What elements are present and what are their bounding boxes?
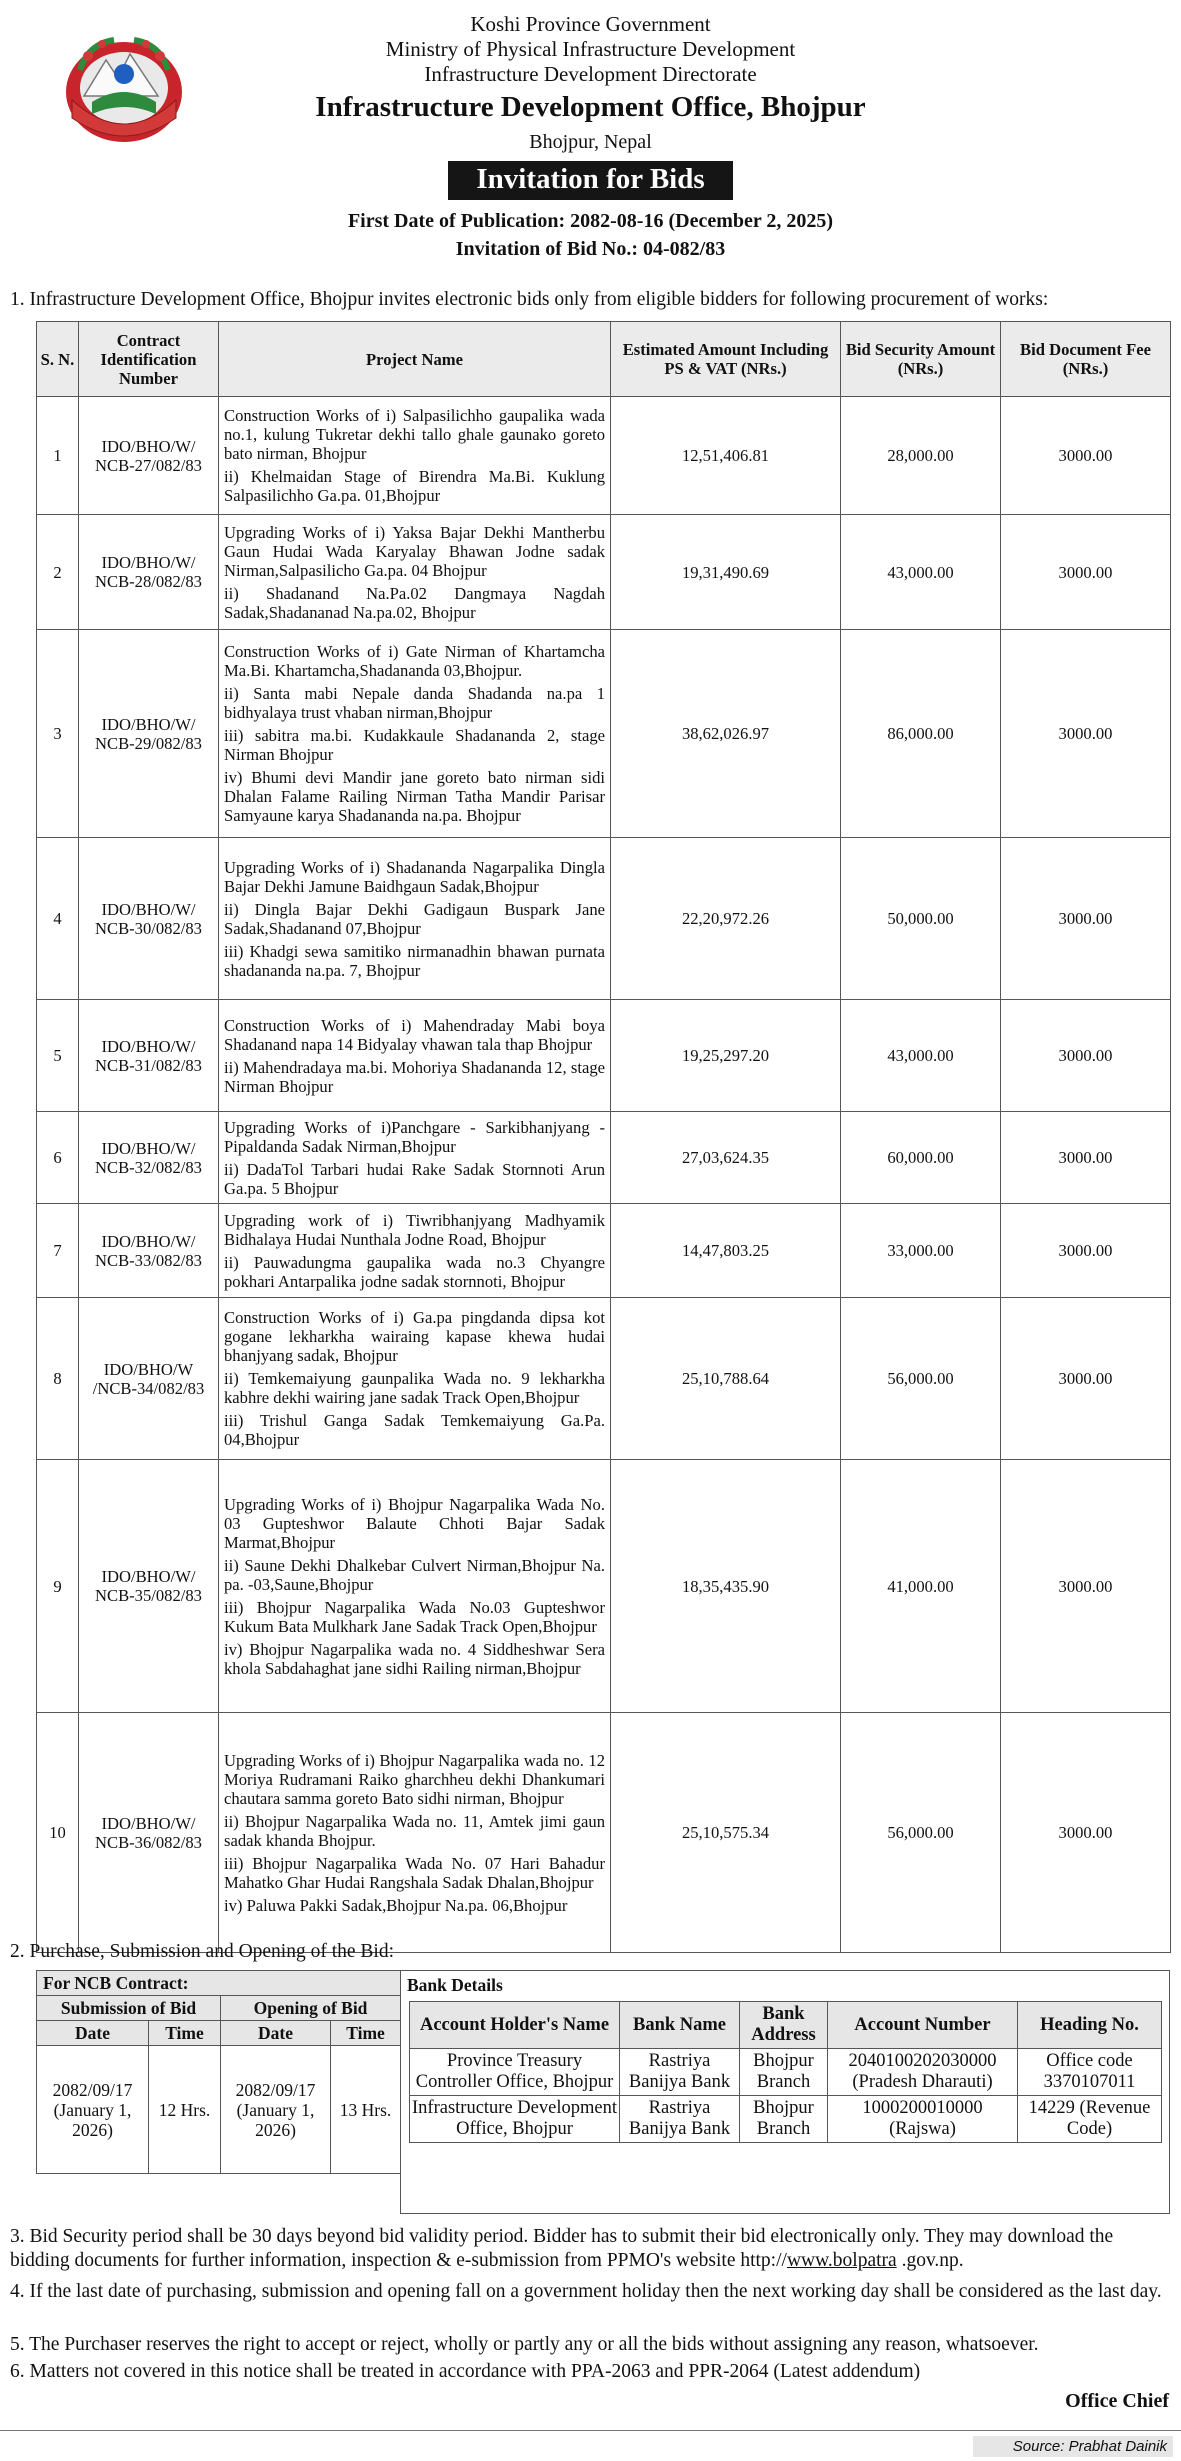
- row-project-name: [219, 397, 611, 515]
- row-estimate: 25,10,575.34: [611, 1713, 841, 1953]
- row-contract-id: IDO/BHO/W/ NCB-29/082/83: [79, 630, 219, 838]
- row-project-name: [219, 1204, 611, 1298]
- row-estimate: 22,20,972.26: [611, 838, 841, 1000]
- row-sn: 5: [37, 1000, 79, 1112]
- project-item: Upgrading work of i) Tiwribhanjyang Madhyamik Bidhalaya Hudai Nunthala Jodne Road, Bhojpur: [224, 1210, 605, 1249]
- note-5: 5. The Purchaser reserves the right to accept or reject, wholly or partly any or all the bids without assigning any reason, whatsoever.: [10, 2334, 1039, 2355]
- project-item: Upgrading Works of i) Shadananda Nagarpalika Dingla Bajar Dekhi Jamune Baidhgaun Sadak,Bhojpur: [224, 857, 605, 896]
- row-contract-id: IDO/BHO/W/ NCB-35/082/83: [79, 1460, 219, 1713]
- row-security: 43,000.00: [841, 1000, 1001, 1112]
- row-sn: 7: [37, 1204, 79, 1298]
- row-fee: 3000.00: [1001, 1298, 1171, 1460]
- project-item: iv) Paluwa Pakki Sadak,Bhojpur Na.pa. 06,Bhojpur: [224, 1895, 568, 1915]
- table-row: [37, 838, 1171, 1000]
- row-estimate: 19,31,490.69: [611, 515, 841, 630]
- bank-account: 2040100202030000 (Pradesh Dharauti): [828, 2049, 1018, 2096]
- project-item: Construction Works of i) Ga.pa pingdanda dipsa kot gogane lekharkha wairaing kapase khewa hudai bhanjyang sadak, Bhojpur: [224, 1308, 605, 1365]
- project-item: iii) Trishul Ganga Sadak Temkemaiyung Ga.Pa. 04,Bhojpur: [224, 1411, 605, 1449]
- row-project-name: [219, 1112, 611, 1204]
- row-security: 56,000.00: [841, 1713, 1001, 1953]
- bank-holder: Infrastructure Development Office, Bhojpur: [410, 2096, 620, 2143]
- signature-office-chief: Office Chief: [1065, 2390, 1169, 2412]
- opening-header: Opening of Bid: [221, 1996, 401, 2021]
- notice-title: Invitation for Bids: [448, 161, 732, 200]
- submission-date-header: Date: [37, 2021, 149, 2046]
- row-project-name: [219, 630, 611, 838]
- ncb-title: For NCB Contract:: [37, 1971, 401, 1996]
- project-item: Upgrading Works of i) Yaksa Bajar Dekhi Mantherbu Gaun Hudai Wada Karyalay Bhawan Jodne sadak Nirman,Salpasilicho Ga.pa. 04 Bhojpur: [224, 522, 605, 580]
- row-security: 43,000.00: [841, 515, 1001, 630]
- section2-title: 2. Purchase, Submission and Opening of the Bid:: [10, 1941, 395, 1962]
- row-fee: 3000.00: [1001, 838, 1171, 1000]
- row-fee: 3000.00: [1001, 1000, 1171, 1112]
- project-item: ii) DadaTol Tarbari hudai Rake Sadak Stornnoti Arun Ga.pa. 5 Bhojpur: [224, 1159, 605, 1198]
- bank-col-account: Account Number: [828, 2002, 1018, 2049]
- note-3: [10, 2225, 1170, 2273]
- row-fee: 3000.00: [1001, 1713, 1171, 1953]
- opening-time: 13 Hrs.: [331, 2046, 401, 2174]
- bank-heading: 14229 (Revenue Code): [1018, 2096, 1162, 2143]
- project-item: ii) Pauwadungma gaupalika wada no.3 Chyangre pokhari Antarpalika jodne sadak stornnoti, Bhojpur: [224, 1252, 605, 1291]
- row-estimate: 14,47,803.25: [611, 1204, 841, 1298]
- bank-address: Bhojpur Branch: [740, 2049, 828, 2096]
- project-item: Upgrading Works of i) Bhojpur Nagarpalika Wada No. 03 Gupteshwor Balaute Chhoti Bajar Sadak Marmat,Bhojpur: [224, 1494, 605, 1552]
- publication-date: First Date of Publication: 2082-08-16 (December 2, 2025): [347, 210, 834, 232]
- project-item: ii) Khelmaidan Stage of Birendra Ma.Bi. Kuklung Salpasilichho Ga.pa. 01,Bhojpur: [224, 467, 605, 505]
- table-row: [37, 1112, 1171, 1204]
- bank-name: Rastriya Banijya Bank: [620, 2049, 740, 2096]
- row-project-name: [219, 1460, 611, 1713]
- bank-col-address: Bank Address: [740, 2002, 828, 2049]
- office-location: Bhojpur, Nepal: [529, 131, 652, 153]
- row-estimate: 19,25,297.20: [611, 1000, 841, 1112]
- row-contract-id: IDO/BHO/W/ NCB-31/082/83: [79, 1000, 219, 1112]
- ministry-name: Ministry of Physical Infrastructure Development: [385, 37, 796, 61]
- row-contract-id: IDO/BHO/W/ NCB-36/082/83: [79, 1713, 219, 1953]
- bank-holder: Province Treasury Controller Office, Bhojpur: [410, 2049, 620, 2096]
- bank-details-title: Bank Details: [407, 1975, 503, 1995]
- submission-date: 2082/09/17 (January 1, 2026): [37, 2046, 149, 2174]
- table-row: [37, 1460, 1171, 1713]
- bank-col-holder: Account Holder's Name: [410, 2002, 620, 2049]
- notice-header: [0, 12, 1181, 262]
- ncb-schedule-table: [36, 1970, 401, 2174]
- row-estimate: 12,51,406.81: [611, 397, 841, 515]
- row-fee: 3000.00: [1001, 1204, 1171, 1298]
- col-header-security: Bid Security Amount (NRs.): [841, 322, 1001, 397]
- bank-col-heading: Heading No.: [1018, 2002, 1162, 2049]
- table-row: [37, 1298, 1171, 1460]
- row-security: 60,000.00: [841, 1112, 1001, 1204]
- bolpatra-link[interactable]: www.bolpatra: [786, 2250, 897, 2271]
- row-contract-id: IDO/BHO/W/ NCB-28/082/83: [79, 515, 219, 630]
- row-estimate: 27,03,624.35: [611, 1112, 841, 1204]
- col-header-estimate: Estimated Amount Including PS & VAT (NRs.): [611, 322, 841, 397]
- bank-address: Bhojpur Branch: [740, 2096, 828, 2143]
- row-sn: 3: [37, 630, 79, 838]
- row-security: 56,000.00: [841, 1298, 1001, 1460]
- table-row: [37, 630, 1171, 838]
- row-project-name: [219, 515, 611, 630]
- project-item: ii) Mahendradaya ma.bi. Mohoriya Shadananda 12, stage Nirman Bhojpur: [224, 1057, 605, 1096]
- project-item: Construction Works of i) Mahendraday Mabi boya Shadanand napa 14 Bidyalay vhawan tala thap Bhojpur: [224, 1015, 605, 1054]
- table-row: [37, 1204, 1171, 1298]
- row-sn: 10: [37, 1713, 79, 1953]
- note-3-suffix: .gov.np.: [896, 2250, 964, 2271]
- bank-row: [410, 2096, 1162, 2143]
- bank-heading: Office code 3370107011: [1018, 2049, 1162, 2096]
- intro-paragraph: 1. Infrastructure Development Office, Bhojpur invites electronic bids only from eligible bidders for following procurement of works:: [10, 289, 1049, 310]
- table-row: [37, 1713, 1171, 1953]
- project-item: Construction Works of i) Gate Nirman of Khartamcha Ma.Bi. Khartamcha,Shadananda 03,Bhojpur.: [224, 642, 605, 680]
- row-fee: 3000.00: [1001, 1112, 1171, 1204]
- divider: [0, 2430, 1181, 2431]
- submission-time-header: Time: [149, 2021, 221, 2046]
- project-item: Upgrading Works of i) Bhojpur Nagarpalika wada no. 12 Moriya Rudramani Raiko gharchheu dekhi Dhankumari chautara samma goreto Bato sidhi nirman, Bhojpur: [224, 1750, 605, 1808]
- source-credit: Source: Prabhat Dainik: [973, 2436, 1173, 2457]
- table-row: [37, 515, 1171, 630]
- bids-table: [36, 321, 1171, 1953]
- opening-date: 2082/09/17 (January 1, 2026): [221, 2046, 331, 2174]
- row-estimate: 18,35,435.90: [611, 1460, 841, 1713]
- row-project-name: [219, 1298, 611, 1460]
- project-item: ii) Santa mabi Nepale danda Shadanda na.pa 1 bidhyalaya trust vhaban nirman,Bhojpur: [224, 684, 605, 722]
- row-project-name: [219, 1000, 611, 1112]
- note-6: 6. Matters not covered in this notice shall be treated in accordance with PPA-2063 and PPR-2064 (Latest addendum): [10, 2361, 921, 2382]
- row-project-name: [219, 838, 611, 1000]
- submission-time: 12 Hrs.: [149, 2046, 221, 2174]
- project-item: iii) Khadgi sewa samitiko nirmanadhin bhawan purnata shadananda na.pa. 7, Bhojpur: [224, 941, 605, 980]
- row-contract-id: IDO/BHO/W/ NCB-32/082/83: [79, 1112, 219, 1204]
- project-item: iii) sabitra ma.bi. Kudakkaule Shadananda 2, stage Nirman Bhojpur: [224, 726, 605, 764]
- project-item: ii) Bhojpur Nagarpalika Wada no. 11, Amtek jimi gaun sadak khanda Bhojpur.: [224, 1811, 605, 1850]
- project-item: iii) Bhojpur Nagarpalika Wada No.03 Gupteshwor Kukum Bata Mulkhark Jane Sadak Track Open,Bhojpur: [224, 1597, 605, 1636]
- row-estimate: 38,62,026.97: [611, 630, 841, 838]
- row-project-name: [219, 1713, 611, 1953]
- row-contract-id: IDO/BHO/W/ NCB-27/082/83: [79, 397, 219, 515]
- project-item: iii) Bhojpur Nagarpalika Wada No. 07 Hari Bahadur Mahatko Ghar Hudai Rangshala Sadak Dhalan,Bhojpur: [224, 1853, 605, 1892]
- row-sn: 6: [37, 1112, 79, 1204]
- col-header-project: Project Name: [219, 322, 611, 397]
- row-estimate: 25,10,788.64: [611, 1298, 841, 1460]
- row-sn: 2: [37, 515, 79, 630]
- project-item: Construction Works of i) Salpasilichho gaupalika wada no.1, kulung Tukretar dekhi tallo ghale gaunako goreto bato nirman, Bhojpur: [224, 406, 605, 463]
- bank-details-box: [400, 1970, 1170, 2214]
- row-security: 28,000.00: [841, 397, 1001, 515]
- row-security: 86,000.00: [841, 630, 1001, 838]
- submission-header: Submission of Bid: [37, 1996, 221, 2021]
- row-contract-id: IDO/BHO/W/ NCB-33/082/83: [79, 1204, 219, 1298]
- row-fee: 3000.00: [1001, 630, 1171, 838]
- opening-date-header: Date: [221, 2021, 331, 2046]
- table-row: [37, 397, 1171, 515]
- project-item: ii) Dingla Bajar Dekhi Gadigaun Buspark Jane Sadak,Shadanand 07,Bhojpur: [224, 899, 605, 938]
- project-item: Upgrading Works of i)Panchgare - Sarkibhanjyang - Pipaldanda Sadak Nirman,Bhojpur: [224, 1117, 605, 1156]
- bid-number: Invitation of Bid No.: 04-082/83: [455, 238, 726, 260]
- row-fee: 3000.00: [1001, 1460, 1171, 1713]
- bank-name: Rastriya Banijya Bank: [620, 2096, 740, 2143]
- row-security: 33,000.00: [841, 1204, 1001, 1298]
- row-contract-id: IDO/BHO/W/ NCB-30/082/83: [79, 838, 219, 1000]
- directorate-name: Infrastructure Development Directorate: [424, 62, 757, 86]
- project-item: iv) Bhumi devi Mandir jane goreto bato nirman sidi Dhalan Falame Railing Nirman Tatha Mandir Parisar Samyaune karya Shadananda na.pa. Bhojpur: [224, 768, 605, 825]
- bank-account: 1000200010000 (Rajswa): [828, 2096, 1018, 2143]
- project-item: ii) Shadanand Na.Pa.02 Dangmaya Nagdah Sadak,Shadananad Na.pa.02, Bhojpur: [224, 583, 605, 622]
- note-3-text: 3. Bid Security period shall be 30 days beyond bid validity period. Bidder has to submit their bid electronically only. They may download the bidding documents for further information, inspection & e-submission from PPMO's website http://: [10, 2226, 1114, 2271]
- office-name: Infrastructure Development Office, Bhojpur: [315, 91, 866, 123]
- government-name: Koshi Province Government: [470, 12, 711, 36]
- row-contract-id: IDO/BHO/W /NCB-34/082/83: [79, 1298, 219, 1460]
- col-header-fee: Bid Document Fee (NRs.): [1001, 322, 1171, 397]
- col-header-contract: Contract Identification Number: [79, 322, 219, 397]
- bank-details-table: [409, 2001, 1162, 2143]
- opening-time-header: Time: [331, 2021, 401, 2046]
- bank-row: [410, 2049, 1162, 2096]
- project-item: ii) Saune Dekhi Dhalkebar Culvert Nirman,Bhojpur Na. pa. -03,Saune,Bhojpur: [224, 1555, 605, 1594]
- note-4: 4. If the last date of purchasing, submission and opening fall on a government holiday then the next working day shall be considered as the last day.: [10, 2281, 1162, 2302]
- row-sn: 8: [37, 1298, 79, 1460]
- row-security: 50,000.00: [841, 838, 1001, 1000]
- table-row: [37, 1000, 1171, 1112]
- row-security: 41,000.00: [841, 1460, 1001, 1713]
- row-sn: 9: [37, 1460, 79, 1713]
- project-item: iv) Bhojpur Nagarpalika wada no. 4 Siddheshwar Sera khola Sabdahaghat jane sidhi Railing nirman,Bhojpur: [224, 1639, 605, 1678]
- bank-col-bank: Bank Name: [620, 2002, 740, 2049]
- row-sn: 4: [37, 838, 79, 1000]
- table-header-row: [37, 322, 1171, 397]
- col-header-sn: S. N.: [37, 322, 79, 397]
- project-item: ii) Temkemaiyung gaunpalika Wada no. 9 lekharkha kabhre dekhi wairing jane sadak Track Open,Bhojpur: [224, 1369, 605, 1407]
- row-sn: 1: [37, 397, 79, 515]
- row-fee: 3000.00: [1001, 397, 1171, 515]
- row-fee: 3000.00: [1001, 515, 1171, 630]
